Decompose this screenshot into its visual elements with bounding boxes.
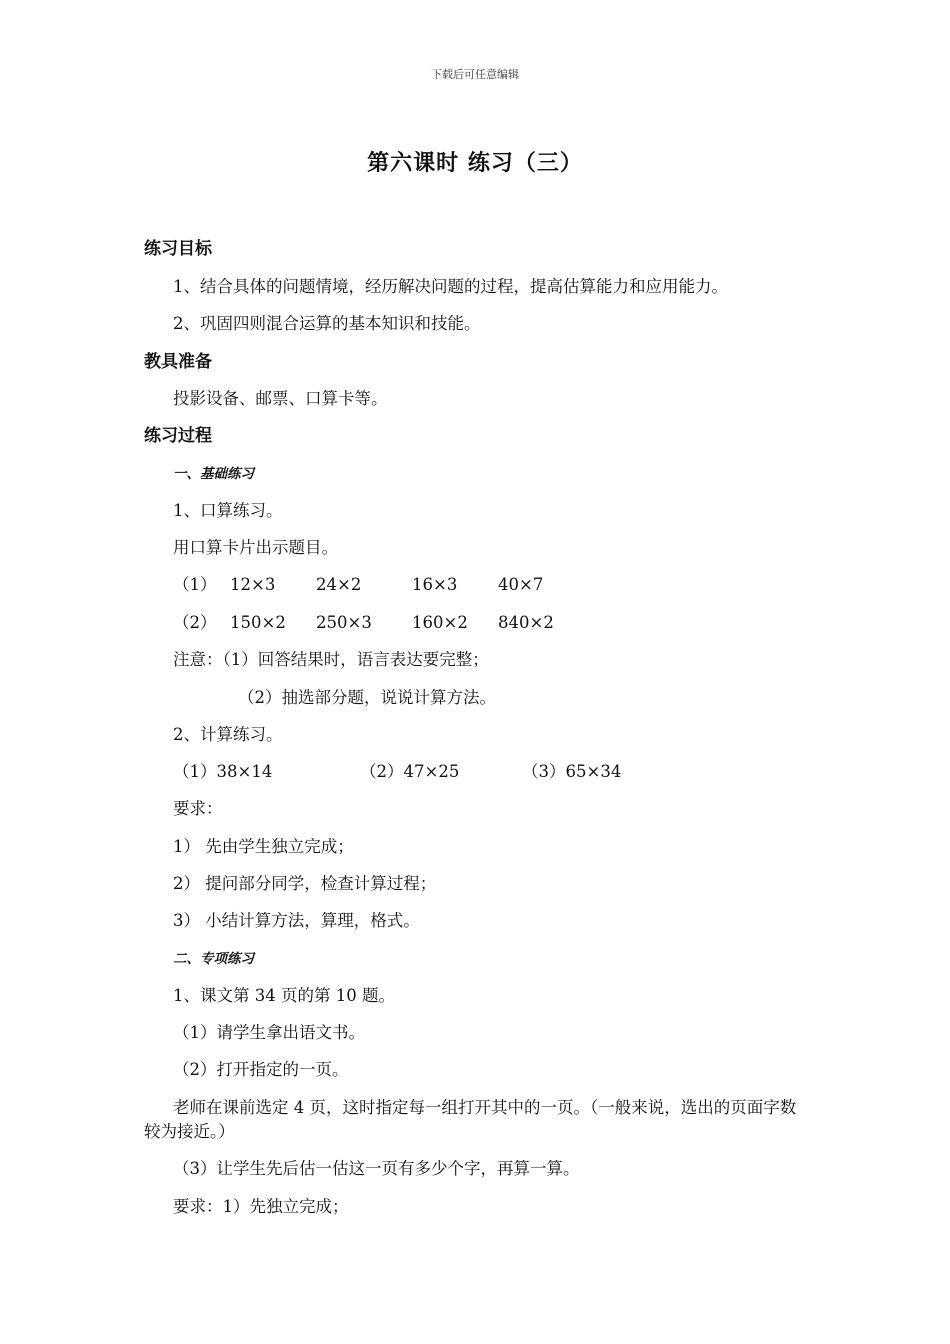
oral-problem: 160×2 (412, 613, 468, 632)
oral-problem: 150×2 (230, 613, 286, 632)
part1-heading: 一、基础练习 (173, 466, 254, 482)
goals-heading: 练习目标 (144, 239, 212, 259)
prep-heading: 教具准备 (144, 352, 212, 372)
note-2: （2）抽选部分题，说说计算方法。 (238, 688, 496, 707)
part2-item1: 1、课文第 34 页的第 10 题。 (173, 986, 395, 1005)
requirement-item: 2） 提问部分同学，检查计算过程； (173, 874, 437, 893)
calc-problem: （2）47×25 (360, 762, 460, 781)
oral-row-label: （1） (173, 575, 217, 594)
part2-step3: （3）让学生先后估一估这一页有多少个字，再算一算。 (173, 1159, 580, 1178)
oral-problem: 24×2 (316, 575, 362, 594)
oral-problem: 40×7 (498, 575, 544, 594)
part1-item2: 2、计算练习。 (173, 725, 283, 744)
requirement-item: 1） 先由学生独立完成； (173, 837, 354, 856)
page-header: 下载后可任意编辑 (431, 68, 519, 81)
requirement-item: 3） 小结计算方法，算理，格式。 (173, 911, 420, 930)
part2-step1: （1）请学生拿出语文书。 (173, 1023, 365, 1042)
note-1: 注意：（1）回答结果时，语言表达要完整； (173, 650, 489, 669)
oral-row-label: （2） (173, 613, 217, 632)
oral-problem: 16×3 (412, 575, 458, 594)
goal-item-1: 1、结合具体的问题情境，经历解决问题的过程，提高估算能力和应用能力。 (173, 277, 728, 296)
part2-step2: （2）打开指定的一页。 (173, 1060, 349, 1079)
part2-heading: 二、专项练习 (173, 951, 254, 967)
page-title: 第六课时 练习（三） (367, 151, 583, 176)
requirement-label: 要求： (173, 799, 223, 818)
calc-problem: （1）38×14 (173, 762, 273, 781)
part2-requirement: 要求：1）先独立完成； (173, 1197, 349, 1216)
calc-problem: （3）65×34 (522, 762, 622, 781)
oral-problem: 250×3 (316, 613, 372, 632)
oral-problem: 840×2 (498, 613, 554, 632)
part1-item1: 1、口算练习。 (173, 501, 283, 520)
process-heading: 练习过程 (144, 426, 212, 446)
oral-problem: 12×3 (230, 575, 276, 594)
part1-item1-desc: 用口算卡片出示题目。 (173, 538, 338, 557)
prep-text: 投影设备、邮票、口算卡等。 (173, 389, 388, 408)
goal-item-2: 2、巩固四则混合运算的基本知识和技能。 (173, 314, 481, 333)
part2-paragraph: 老师在课前选定 4 页，这时指定每一组打开其中的一页。（一般来说，选出的页面字数较为接近。） (144, 1098, 797, 1141)
